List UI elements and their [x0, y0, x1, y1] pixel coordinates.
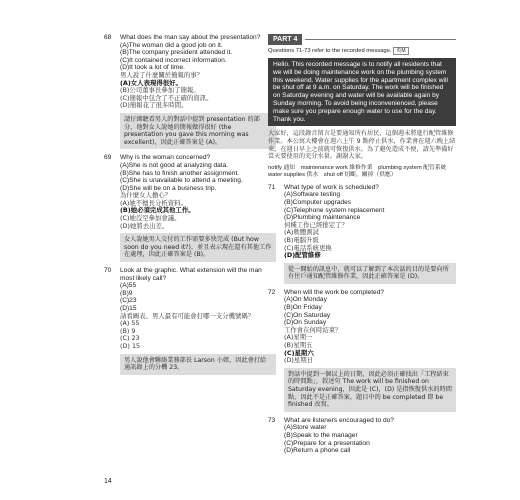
- zh-option: (D)星期日: [284, 356, 314, 365]
- explanation-box: 請仔細聽看男人的對話中提到 presentation 的部分，他對女人說她的簡報做得很好 (the presentation you gave this morning was excellent)，因此正確答案是 (A)。: [120, 113, 276, 149]
- zh-option: (B)公司董事長參加了簡報。: [120, 86, 200, 95]
- zh-question: 何種工作已經排定了？: [284, 220, 348, 229]
- vocab-item: shut off 切斷，關掉（供應）: [323, 171, 397, 178]
- zh-option: (C)簡報中包含了不正確的資訊。: [120, 93, 213, 102]
- explanation-box: 男人說他會聯絡業務部長 Larson 小姐，因此會打給通訊錄上的分機 23。: [120, 354, 276, 375]
- page-number: 14: [104, 478, 112, 485]
- option: (B)The company president attended it.: [120, 49, 233, 57]
- zh-option-answer: (A)女人表現得很好。: [120, 78, 182, 87]
- option: (C)She is unavailable to attend a meeting.: [120, 177, 243, 185]
- right-column: [268, 34, 456, 460]
- question-text: What type of work is scheduled?: [284, 183, 379, 191]
- question-68: [104, 34, 276, 149]
- left-column: [104, 34, 276, 380]
- question-70: [104, 267, 276, 375]
- question-73: [268, 417, 456, 455]
- zh-question: 請看圖表。男人最有可能會打哪一支分機號碼？: [120, 311, 255, 320]
- option: (C)23: [120, 297, 137, 305]
- vocab-item: maintenance work 維修作業: [300, 164, 373, 171]
- question-number: 72: [268, 288, 276, 296]
- vocab-item: notify 通知: [268, 164, 296, 171]
- question-number: 73: [268, 416, 276, 424]
- option: (C)Telephone system replacement: [284, 206, 385, 214]
- explanation-box: 對話中提到一個以上的日期，因此必須正確找出「工程結束的時間點」，敘述句 The work will be finished on Saturday evening，因此是 (C)，(D) 是指恢復供水的時間點，因此不是正確答案，題目中的 be completed 即 be finished 改寫。: [284, 368, 456, 412]
- vocab-item: water supplies 供水: [268, 171, 319, 178]
- question-text: Look at the graphic. What extension will the man most likely call?: [120, 267, 262, 282]
- question-text: Why is the woman concerned?: [120, 154, 211, 162]
- questions-reference-text: Questions 71-73 refer to the recorded message.: [268, 48, 392, 54]
- option: (B)Computer upgrades: [284, 198, 352, 206]
- part-badge: PART 4: [268, 34, 302, 45]
- option: (D)Return a phone call: [284, 447, 351, 455]
- zh-option: (B) 9: [120, 326, 136, 335]
- vocabulary-list: [268, 165, 456, 179]
- zh-option: (A)她不擅長分析資料。: [120, 198, 187, 207]
- question-72: [268, 289, 456, 412]
- zh-question: 工作會在何時結束？: [284, 325, 342, 334]
- zh-option: (B)電腦升級: [284, 235, 319, 244]
- zh-question: 男人說了什麼關於簡報的事？: [120, 70, 204, 79]
- zh-option: (A)軟體測試: [284, 228, 319, 237]
- option: (D)15: [120, 305, 137, 312]
- option: (B)She has to finish another assignment.: [120, 169, 240, 177]
- option: (D)On Sunday: [284, 319, 327, 327]
- question-number: 71: [268, 183, 276, 191]
- question-text: What are listeners encouraged to do?: [284, 416, 394, 424]
- zh-option: (C) 23: [120, 334, 140, 343]
- zh-option: (A)星期一: [284, 333, 313, 342]
- zh-question: 為什麼女人擔心？: [120, 191, 172, 200]
- zh-option-answer: (D)配管維修: [284, 251, 321, 260]
- question-69: [104, 154, 276, 262]
- question-number: 69: [104, 154, 112, 162]
- option: (B)Speak to the manager: [284, 431, 358, 439]
- recorded-message-script: Hello. This recorded message is to notify all residents that we will be doing maintenance work on the plumbing system this weekend. Water supplies for the apartment complex will be shut off at 9 a.m. on Saturday. The work will be finished on Saturday evening and water will be available again by Sunday morning. To avoid being inconvenienced, please make sure you prepare enough water to use for the day. Thank you.: [268, 58, 456, 126]
- option: (D)It took a lot of time.: [120, 64, 185, 72]
- option: (C)It contained incorrect information.: [120, 56, 227, 64]
- option: (C)On Saturday: [284, 311, 331, 319]
- part-header: [268, 34, 456, 45]
- zh-option: (A) 55: [120, 319, 140, 328]
- question-text: When will the work be completed?: [284, 288, 385, 296]
- zh-option-answer: (B)她必須完成其他工作。: [120, 206, 195, 215]
- option: (A)On Monday: [284, 296, 327, 304]
- explanation-box: 從一開始的訊息中，就可以了解到了本次話的目的是要向所有住戶通知配管維修作業，因此正確答案是 (D)。: [284, 263, 456, 284]
- audio-accent-tag: 英M: [393, 47, 408, 55]
- explanation-box: 女人說她男人交付的工作需要多快完成 (But how soon do you need it?)，並且表示現在還有其他工作在處理，因此正確答案是 (B)。: [120, 233, 276, 262]
- zh-option: (D) 15: [120, 341, 141, 350]
- part-divider: [305, 39, 456, 40]
- question-number: 70: [104, 267, 112, 275]
- zh-option: (B)星期五: [284, 341, 313, 350]
- zh-option: (D)她將去出差。: [120, 221, 169, 230]
- option: (A)55: [120, 282, 137, 290]
- question-number: 68: [104, 34, 112, 41]
- question-text: What does the man say about the presentation?: [120, 34, 261, 41]
- option: (A)Store water: [284, 424, 327, 432]
- questions-reference: [268, 48, 456, 55]
- zh-option-answer: (C)星期六: [284, 348, 314, 357]
- zh-option: (C)她沒空參加會議。: [120, 214, 181, 223]
- zh-option: (C)電話系統更換: [284, 243, 332, 252]
- option: (C)Prepare for a presentation: [284, 439, 370, 447]
- vocab-item: plumbing system 配管系統: [378, 164, 447, 171]
- question-71: [268, 184, 456, 284]
- option: (A)Software testing: [284, 191, 341, 199]
- option: (B)On Friday: [284, 304, 322, 312]
- zh-option: (D)簡報花了很多時間。: [120, 101, 188, 110]
- script-translation: 大家好，這段錄音留言是要通知所有居民，這個週末將進行配管維修作業。本公寓大樓會在週六上午 9 點停止供水，作業會在週六晚上結束，在週日早上之前就可恢復供水。為了避免造成不便，請先準備好當天要使用的充分水量。謝謝大家。: [268, 130, 456, 161]
- option: (D)Plumbing maintenance: [284, 214, 361, 222]
- option: (B)9: [120, 289, 133, 297]
- option: (D)She will be on a business trip.: [120, 184, 217, 192]
- option: (A)The woman did a good job on it.: [120, 41, 223, 49]
- option: (A)She is not good at analyzing data.: [120, 161, 229, 169]
